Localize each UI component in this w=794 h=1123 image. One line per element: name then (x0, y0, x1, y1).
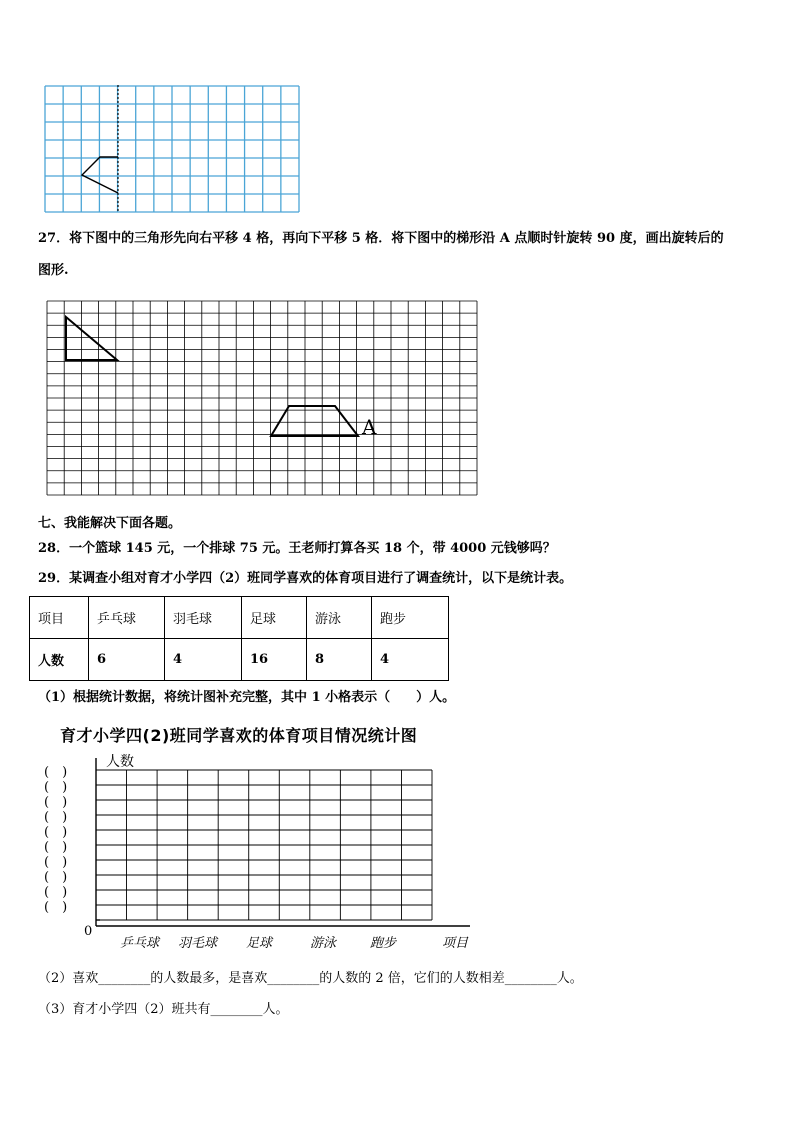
x-tick-label: 乒乓球 (120, 936, 160, 951)
y-tick-label: ( ) (44, 855, 68, 870)
y-tick-label: ( ) (44, 780, 68, 795)
table-cell: 人数 (30, 639, 89, 681)
x-tick-label: 跑步 (370, 936, 397, 951)
q27-text-cont: 图形. (38, 263, 69, 278)
point-a-label: A (362, 415, 377, 439)
table-cell: 16 (242, 639, 307, 681)
y-tick-label: ( ) (44, 885, 68, 900)
q27-text: 27．将下图中的三角形先向右平移 4 格，再向下平移 5 格．将下图中的梯形沿 A 点顺时针旋转 90 度，画出旋转后的 (38, 231, 724, 246)
y-tick-label: ( ) (44, 900, 68, 915)
y-tick-label: ( ) (44, 795, 68, 810)
y-tick-label: ( ) (44, 870, 68, 885)
table-row (30, 639, 449, 681)
x-tick-label: 羽毛球 (178, 936, 218, 951)
q28-text: 28．一个篮球 145 元，一个排球 75 元。王老师打算各买 18 个，带 4000 元钱够吗？ (38, 541, 556, 556)
table-cell: 跑步 (372, 597, 449, 639)
table-cell: 乒乓球 (89, 597, 165, 639)
q29-sub3: （3）育才小学四（2）班共有________人。 (38, 1002, 289, 1017)
table-cell: 8 (307, 639, 372, 681)
q29-sub2: （2）喜欢________的人数最多，是喜欢________的人数的 2 倍，它们的人数相差________人。 (38, 971, 583, 986)
table-cell: 4 (372, 639, 449, 681)
bar-chart (40, 752, 480, 952)
q29-text: 29．某调查小组对育才小学四（2）班同学喜欢的体育项目进行了调查统计，以下是统计表。 (38, 571, 573, 586)
y-tick-label: ( ) (44, 810, 68, 825)
table-cell: 足球 (242, 597, 307, 639)
y-tick-label: ( ) (44, 840, 68, 855)
q29-sub1: （1）根据统计数据，将统计图补充完整，其中 1 小格表示（ ）人。 (38, 690, 456, 705)
grid-symmetry-figure (44, 85, 300, 213)
table-cell: 项目 (30, 597, 89, 639)
stats-table (29, 596, 449, 681)
table-cell: 4 (165, 639, 242, 681)
table-cell: 游泳 (307, 597, 372, 639)
x-axis-label: 项目 (442, 936, 469, 951)
table-cell: 羽毛球 (165, 597, 242, 639)
chart-title: 育才小学四(2)班同学喜欢的体育项目情况统计图 (60, 726, 418, 745)
x-tick-label: 足球 (246, 936, 273, 951)
y-tick-label: ( ) (44, 765, 68, 780)
y-tick-label: ( ) (44, 825, 68, 840)
y-axis-label: 人数 (106, 754, 134, 770)
section-title: 七、我能解决下面各题。 (38, 516, 182, 531)
table-header-row (30, 597, 449, 639)
triangle-shape (66, 317, 117, 360)
origin-label: 0 (84, 924, 93, 939)
table-cell: 6 (89, 639, 165, 681)
grid-transform (46, 300, 480, 498)
x-tick-label: 游泳 (310, 936, 337, 951)
